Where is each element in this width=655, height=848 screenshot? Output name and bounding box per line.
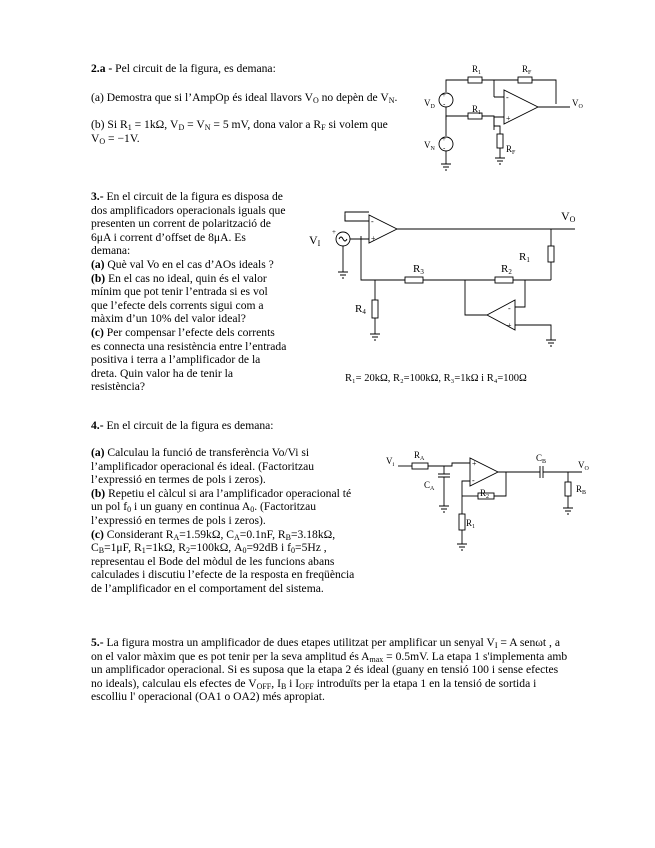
svg-text:-: - (508, 304, 511, 313)
svg-text:+: + (507, 321, 512, 330)
capacitor-ca (438, 474, 450, 477)
problem-2-part-a: (a) Demostra que si l’AmpOp és ideal llavors $V_O$ no depèn de $V_N$. (91, 91, 398, 105)
problem-4-intro: 4.- En el circuit de la figura es demana: (91, 419, 274, 432)
svg-text:+: + (472, 459, 477, 468)
resistor-r1-top (468, 77, 482, 83)
problem-5-text: 5.- La figura mostra un amplificador de dues etapes utilitzat per amplificar un senyal $V_I = A$ senωt , a on el valor màxim que es pot tenir per la seva amplitud és $A_{max} = 0.5mV$. La etapa 1 s'implementa amb un amplificador operacional. Si es suposa que la etapa 2 és ideal (guany en tensió 100 i sense efectes no ideals), calculau els efectes de $V_{OFF}$, $I_B$ i $I_{OFF}$ introduïts per la etapa 1 en la tensió de sortida i escolliu l' operacional (OA1 o OA2) més apropiat. (91, 636, 568, 704)
label-r1: $R_1$ (466, 518, 476, 530)
svg-text:+: + (371, 234, 376, 243)
label-vd: $V_D$ (424, 98, 435, 110)
label-r3: R3 (413, 263, 424, 276)
svg-text:-: - (506, 93, 509, 102)
label-r1-top: $R_1$ (472, 64, 482, 76)
label-vi: VI (309, 233, 321, 248)
svg-text:+: + (506, 114, 511, 123)
resistor-r3 (405, 277, 423, 283)
circuit-figure-4 (382, 446, 602, 558)
svg-text:-: - (443, 144, 446, 152)
resistor-r1 (548, 246, 554, 262)
label-vo: $V_O$ (578, 460, 589, 472)
label-r2: $R_2$ (480, 488, 490, 500)
problem-2-number: 2.a - (91, 62, 113, 75)
label-r1: R1 (519, 251, 530, 264)
label-vo: $V_O$ (572, 98, 583, 110)
capacitor-cb (498, 466, 543, 478)
resistor-r4 (372, 300, 378, 318)
label-vn: $V_N$ (424, 140, 435, 152)
problem-2-part-b: (b) Si $R_1 = 1k\Omega$, $V_D = V_N = 5$ mV, dona valor a $R_F$ si volem que $V_O = -1V$. (91, 118, 388, 146)
svg-text:+: + (332, 228, 336, 236)
label-rf-top: $R_F$ (522, 64, 532, 76)
problem-4-text: (a) Calculau la funció de transferència Vo/Vi si l’amplificador operacional és ideal. (Factoritzau l’expressió en termes de pols i zeros). (b) Repetiu el càlcul si ara l’amplificador operacional té un pol $f_0$ i un guany en continua $A_0$. (Factoritzau l’expressió en termes de pols i zeros). (c) Considerant $R_A=1.59k\Omega$, $C_A=0.1nF$, $R_B=3.18k\Omega$, $C_B=1\mu F$, $R_1=1k\Omega$, $R_2=100k\Omega$, $A_0=92dB$ i $f_0=5Hz$ , representau el Bode del mòdul de les funcions abans calculades i discutiu l’efecte de la resposta en freqüència de l’amplificador en el comportament del sistema. (91, 446, 355, 595)
svg-text:-: - (443, 100, 446, 108)
resistor-rf-top (518, 77, 532, 83)
label-r4: R4 (355, 303, 366, 316)
resistor-rb (565, 482, 571, 496)
label-r1-mid: $R_1$ (472, 104, 482, 116)
svg-text:-: - (371, 217, 374, 226)
problem-3-values: R₁= 20kΩ, R₂=100kΩ, R₃=1kΩ i R₄=100Ω (345, 373, 527, 384)
label-cb: $C_B$ (536, 453, 547, 465)
svg-text:+: + (442, 135, 446, 143)
label-rf-bottom: $R_F$ (506, 144, 516, 156)
problem-2-intro: 2.a - Pel circuit de la figura, es demana: (91, 62, 276, 75)
resistor-r2 (495, 277, 513, 283)
resistor-rf-bottom (497, 134, 503, 148)
resistor-r1 (459, 514, 465, 530)
label-vo: VO (561, 209, 576, 224)
label-ca: $C_A$ (424, 480, 435, 492)
svg-text:+: + (442, 91, 446, 99)
resistor-ra (412, 463, 428, 469)
label-rb: $R_B$ (576, 484, 587, 496)
label-vi: $V_i$ (386, 456, 395, 468)
label-ra: $R_A$ (414, 450, 425, 462)
svg-text:-: - (472, 476, 475, 485)
label-r2: R2 (501, 263, 512, 276)
problem-3-text: 3.- En el circuit de la figura es disposa de dos amplificadors operacionals iguals que presenten un corrent de polarització de 6μA i corrent d’offset de 8μA. Es demana: (a) Què val Vo en el cas d’AOs ideals ? (b) En el cas no ideal, quin és el valor mínim que pot tenir l’entrada si es vol que l’efecte dels corrents sigui com a màxim d’un 10% del valor ideal? (c) Per compensar l’efecte dels corrents es connecta una resistència entre l’entrada positiva i terra a l’amplificador de la dreta. Quin valor ha de tenir la resistència? (91, 190, 287, 394)
circuit-figure-2 (420, 60, 600, 178)
circuit-figure-3 (305, 200, 590, 360)
